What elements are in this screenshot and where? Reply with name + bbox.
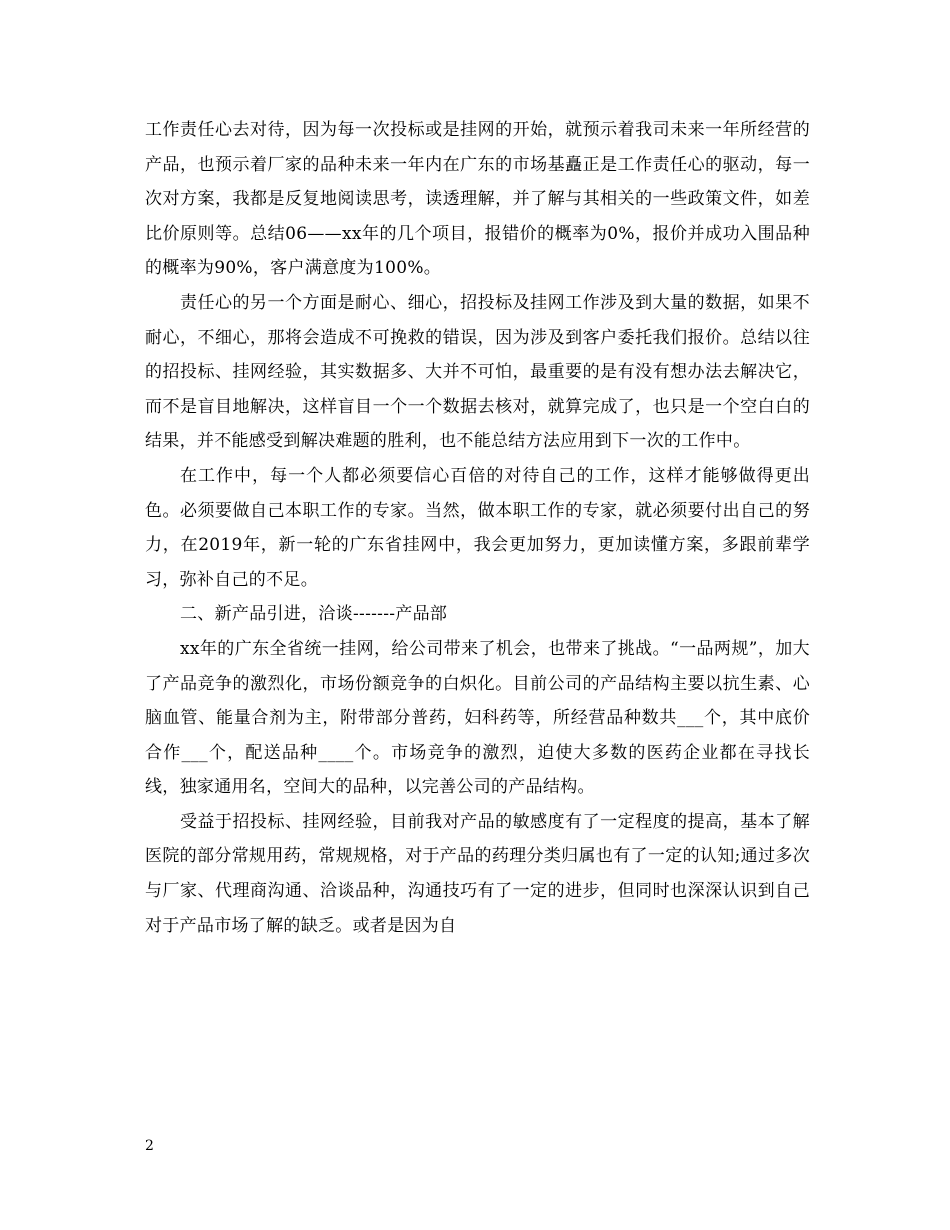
page-number: 2 — [145, 1138, 154, 1154]
section-heading: 二、新产品引进，洽谈-------产品部 — [180, 604, 448, 625]
paragraph-4: xx年的广东全省统一挂网，给公司带来了机会，也带来了挑战。“一品两规”，加大了产品竞争的激烈化，市场份额竞争的白炽化。目前公司的产品结构主要以抗生素、心脑血管、能量合剂为主，附带部分普药，妇科药等，所经营品种数共___个，其中底价合作___个，配送品种____个。市场竞争的激烈，迫使大多数的医药企业都在寻找长线，独家通用名，空间大的品种，以完善公司的产品结构。 — [145, 638, 810, 798]
paragraph-5: 受益于招投标、挂网经验，目前我对产品的敏感度有了一定程度的提高，基本了解医院的部分常规用药，常规规格，对于产品的药理分类归属也有了一定的认知;通过多次与厂家、代理商沟通、洽谈品种，沟通技巧有了一定的进步，但同时也深深认识到自己对于产品市场了解的缺乏。或者是因为自 — [145, 811, 810, 936]
paragraph-1: 工作责任心去对待，因为每一次投标或是挂网的开始，就预示着我司未来一年所经营的产品，也预示着厂家的品种未来一年内在广东的市场基矗正是工作责任心的驱动，每一次对方案，我都是反复地阅读思考，读透理解，并了解与其相关的一些政策文件，如差比价原则等。总结06——xx年的几个项目，报错价的概率为0%，报价并成功入围品种的概率为90%，客户满意度为100%。 — [145, 120, 810, 279]
paragraph-2: 责任心的另一个方面是耐心、细心，招投标及挂网工作涉及到大量的数据，如果不耐心，不细心，那将会造成不可挽救的错误，因为涉及到客户委托我们报价。总结以往的招投标、挂网经验，其实数据多、大并不可怕，最重要的是有没有想办法去解决它，而不是盲目地解决，这样盲目一个一个数据去核对，就算完成了，也只是一个空白白的结果，并不能感受到解决难题的胜利，也不能总结方法应用到下一次的工作中。 — [145, 292, 810, 452]
paragraph-3: 在工作中，每一个人都必须要信心百倍的对待自己的工作，这样才能够做得更出色。必须要做自己本职工作的专家。当然，做本职工作的专家，就必须要付出自己的努力，在2019年，新一轮的广东省挂网中，我会更加努力，更加读懂方案，多跟前辈学习，弥补自己的不足。 — [145, 465, 810, 590]
document-body — [145, 113, 810, 943]
